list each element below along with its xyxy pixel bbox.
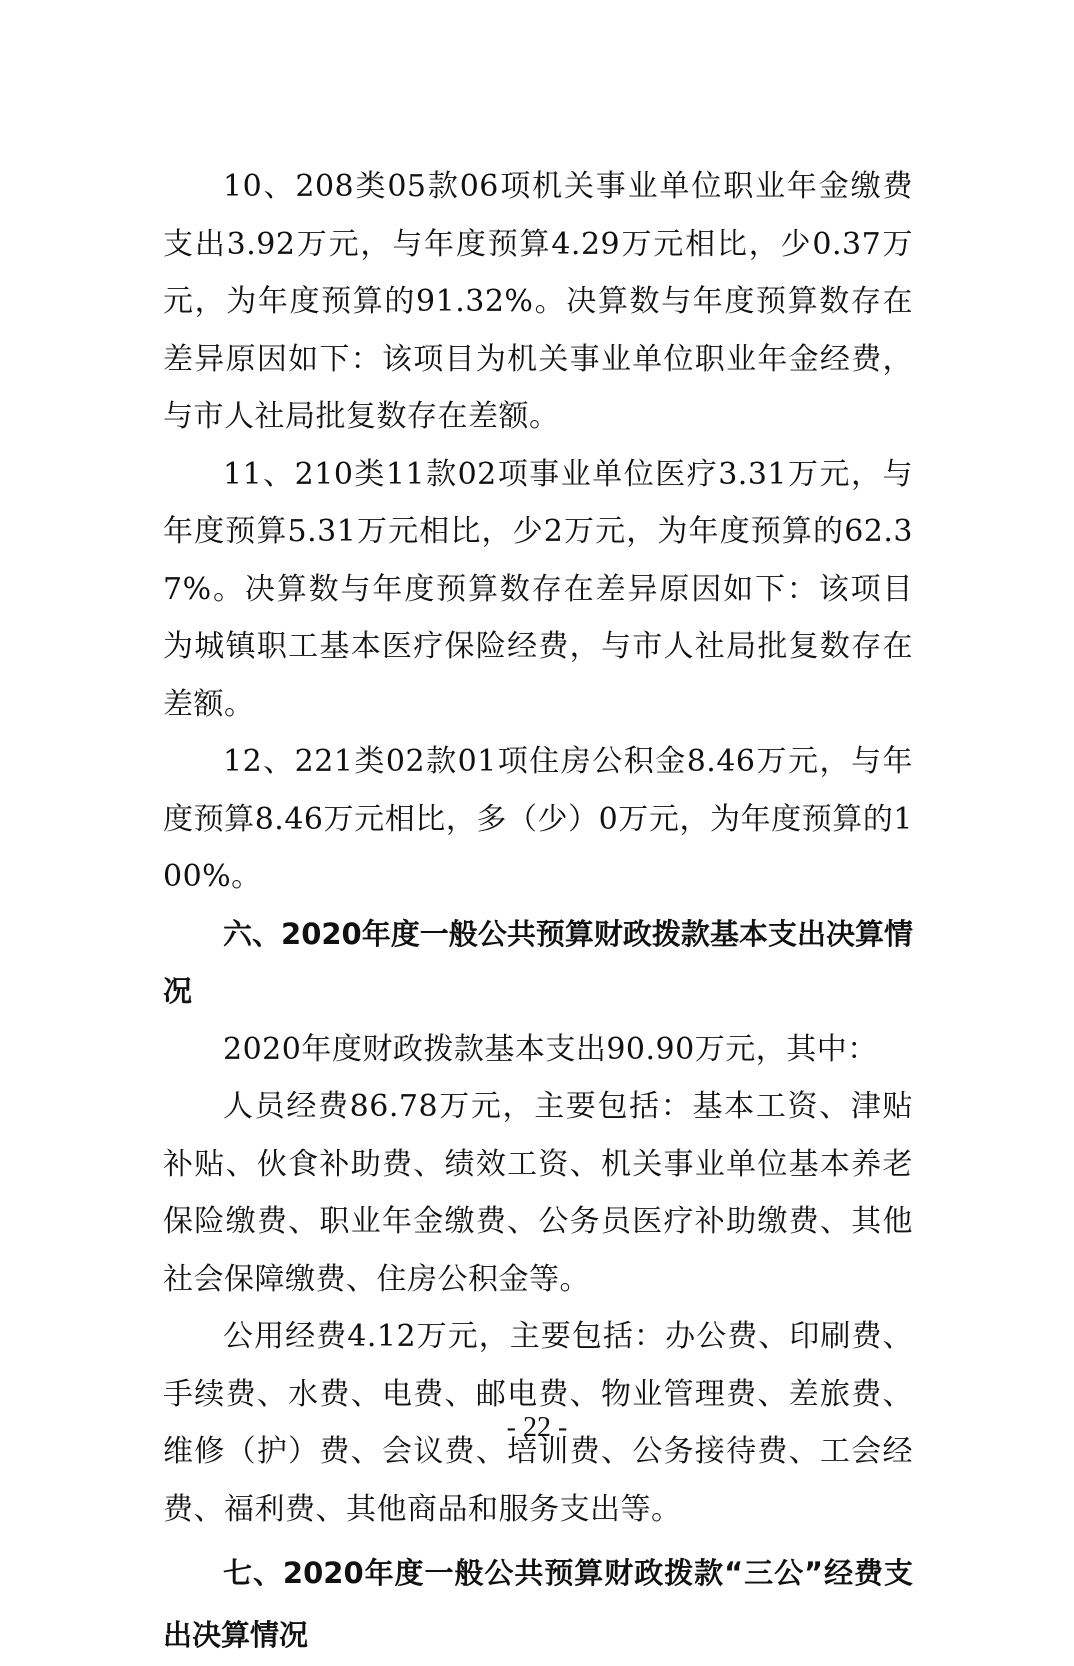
- paragraph-item-12: 12、221类02款01项住房公积金8.46万元，与年度预算8.46万元相比，多（少）0万元，为年度预算的100%。: [163, 744, 913, 894]
- paragraph-item-11: 11、210类11款02项事业单位医疗3.31万元，与年度预算5.31万元相比，少2万元，为年度预算的62.37%。决算数与年度预算数存在差异原因如下：该项目为城镇职工基本医疗保险经费，与市人社局批复数存在差额。: [163, 456, 913, 722]
- paragraph-personnel-expenses: 人员经费86.78万元，主要包括：基本工资、津贴补贴、伙食补助费、绩效工资、机关事业单位基本养老保险缴费、职业年金缴费、公务员医疗补助缴费、其他社会保障缴费、住房公积金等。: [163, 1089, 913, 1297]
- section-heading-6: 六、2020年度一般公共预算财政拨款基本支出决算情况: [163, 916, 913, 1008]
- page-number: - 22 -: [506, 1412, 568, 1443]
- paragraph-basic-total: 2020年度财政拨款基本支出90.90万元，其中：: [223, 1031, 878, 1067]
- section-heading-7: 七、2020年度一般公共预算财政拨款“三公”经费支出决算情况: [163, 1556, 913, 1652]
- paragraph-public-expenses: 公用经费4.12万元，主要包括：办公费、印刷费、手续费、水费、电费、邮电费、物业管理费、差旅费、维修（护）费、会议费、培训费、公务接待费、工会经费、福利费、其他商品和服务支出等。: [163, 1319, 913, 1527]
- paragraph-item-10: 10、208类05款06项机关事业单位职业年金缴费支出3.92万元，与年度预算4.29万元相比，少0.37万元，为年度预算的91.32%。决算数与年度预算数存在差异原因如下：该项目为机关事业单位职业年金经费，与市人社局批复数存在差额。: [163, 169, 913, 434]
